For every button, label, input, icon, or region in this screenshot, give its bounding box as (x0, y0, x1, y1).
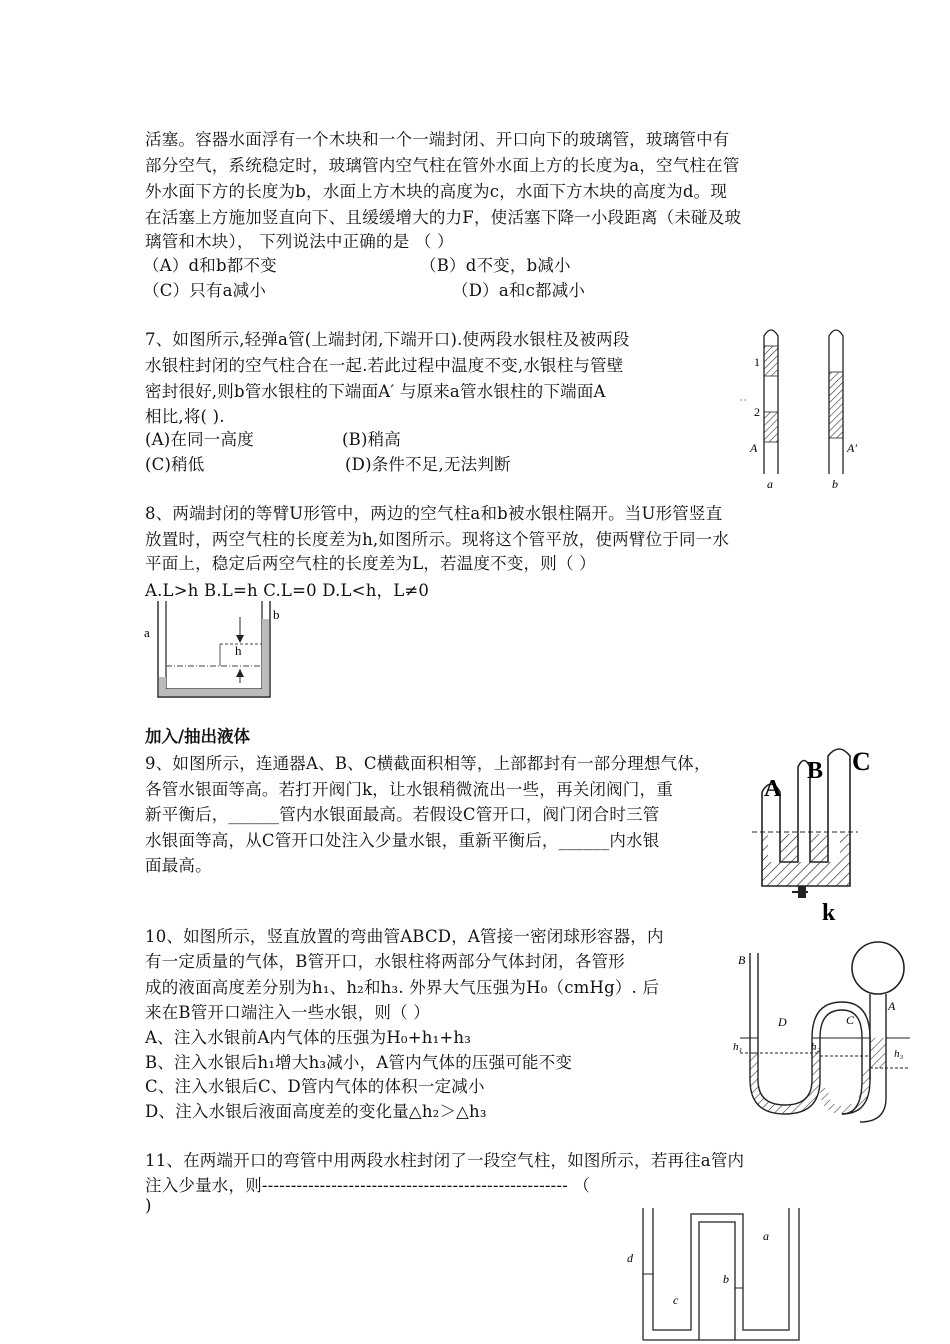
q9-label-k: k (822, 900, 836, 926)
q10-label-B: B (738, 953, 746, 967)
q9-line-4: 水银面等高，从C管开口处注入少量水银，重新平衡后，______内水银 (145, 831, 660, 850)
q8-label-a: a (144, 625, 150, 640)
q7-line-1: 7、如图所示,轻弹a管(上端封闭,下端开口).使两段水银柱及被两段 (145, 330, 630, 349)
q10-line-4: 来在B管开口端注入一些水银，则（ ） (145, 1003, 430, 1022)
q11-line-1: 11、在两端开口的弯管中用两段水柱封闭了一段空气柱，如图所示，若再往a管内 (145, 1151, 745, 1170)
q7-line-2: 水银柱封闭的空气柱合在一起.若此过程中温度不变,水银柱与管壁 (145, 356, 624, 375)
q7-line-4: 相比,将( ). (145, 407, 225, 426)
q6-option-a: （A）d和b都不变 (143, 256, 277, 275)
section-heading: 加入/抽出液体 (145, 727, 251, 746)
q6-option-b: （B）d不变，b减小 (420, 256, 571, 275)
q10-label-h2: h₂ (811, 1041, 821, 1053)
q11-line-2: 注入少量水，则----------------------------------------------------- （ (145, 1176, 591, 1195)
q8-line-2: 放置时，两空气柱的长度差为h,如图所示。现将这个管平放，使两臂位于同一水 (145, 530, 730, 549)
q6-line-3: 外水面下方的长度为b，水面上方木块的高度为c，水面下方木块的高度为d。现 (145, 182, 728, 201)
q7-option-b: (B)稍高 (342, 430, 401, 449)
q10-label-D: D (778, 1015, 787, 1029)
q7-label-A: A (750, 441, 758, 455)
q10-option-b: B、注入水银后h₁增大h₃减小，A管内气体的压强可能不变 (145, 1053, 573, 1072)
q9-line-1: 9、如图所示，连通器A、B、C横截面积相等，上部都封有一部分理想气体， (145, 754, 711, 773)
q9-label-C: C (852, 747, 871, 776)
q9-line-2: 各管水银面等高。若打开阀门k，让水银稍微流出一些，再关闭阀门，重 (145, 780, 673, 799)
q7-option-d: (D)条件不足,无法判断 (345, 455, 511, 474)
q11-line-3: ) (145, 1196, 152, 1215)
q7-option-a: (A)在同一高度 (145, 430, 254, 449)
q6-line-5: 璃管和木块）， 下列说法中正确的是 （ ） (145, 232, 454, 251)
q10-label-h3: h₃ (894, 1048, 904, 1060)
q10-line-1: 10、如图所示，竖直放置的弯曲管ABCD，A管接一密闭球形容器，内 (145, 927, 664, 946)
q11-label-d: d (627, 1251, 633, 1265)
q11-figure-bent-tube (627, 1208, 815, 1344)
q6-option-c: （C）只有a减小 (143, 281, 267, 300)
q10-option-c: C、注入水银后C、D管内气体的体积一定减小 (145, 1077, 485, 1096)
q10-option-d: D、注入水银后液面高度差的变化量△h₂＞△h₃ (145, 1102, 487, 1121)
q10-line-2: 有一定质量的气体，B管开口，水银柱将两部分气体封闭，各管形 (145, 952, 625, 971)
q9-line-5: 面最高。 (145, 856, 212, 875)
q7-label-tube-a: a (767, 477, 773, 491)
q6-option-d: （D）a和c都减小 (452, 281, 586, 300)
q11-label-b: b (723, 1272, 729, 1286)
q7-label-tube-b: b (832, 477, 838, 491)
q7-label-2: 2 (754, 405, 760, 419)
q6-line-2: 部分空气，系统稳定时，玻璃管内空气柱在管外水面上方的长度为a，空气柱在管 (145, 156, 740, 175)
q11-label-a: a (763, 1229, 769, 1243)
q10-label-A: A (888, 999, 896, 1013)
q7-line-3: 密封很好,则b管水银柱的下端面A′ 与原来a管水银柱的下端面A (145, 382, 606, 401)
q10-label-C: C (846, 1013, 855, 1027)
q7-option-c: (C)稍低 (145, 455, 205, 474)
q10-line-3: 成的液面高度差分别为h₁、h₂和h₃. 外界大气压强为H₀（cmHg）. 后 (145, 978, 660, 997)
q11-label-c: c (673, 1293, 679, 1307)
q8-options: A.L>h B.L=h C.L=0 D.L<h，L≠0 (145, 581, 430, 600)
q10-option-a: A、注入水银前A内气体的压强为H₀+h₁+h₃ (145, 1028, 472, 1047)
q8-line-1: 8、两端封闭的等臂U形管中，两边的空气柱a和b被水银柱隔开。当U形管竖直 (145, 504, 723, 523)
q6-line-1: 活塞。容器水面浮有一个木块和一个一端封闭、开口向下的玻璃管，玻璃管中有 (145, 130, 730, 149)
q7-figure-tubes (740, 322, 870, 492)
q8-figure-u-tube (140, 597, 290, 705)
q8-label-h: h (235, 643, 242, 658)
q7-label-A-prime: A′ (847, 441, 857, 455)
q8-line-3: 平面上，稳定后两空气柱的长度差为L，若温度不变，则（ ） (145, 554, 596, 573)
q9-line-3: 新平衡后，______管内水银面最高。若假设C管开口，阀门闭合时三管 (145, 805, 660, 824)
q9-figure-connected-vessels (752, 742, 882, 927)
q10-label-h1: h₁ (733, 1041, 743, 1053)
q9-label-B: B (807, 758, 824, 784)
q8-label-b: b (273, 607, 280, 622)
q6-line-4: 在活塞上方施加竖直向下、且缓缓增大的力F，使活塞下降一小段距离（未碰及玻 (145, 208, 742, 227)
q10-figure-bent-tube (720, 938, 920, 1123)
q7-label-1: 1 (754, 355, 760, 369)
q9-label-A: A (764, 776, 782, 802)
